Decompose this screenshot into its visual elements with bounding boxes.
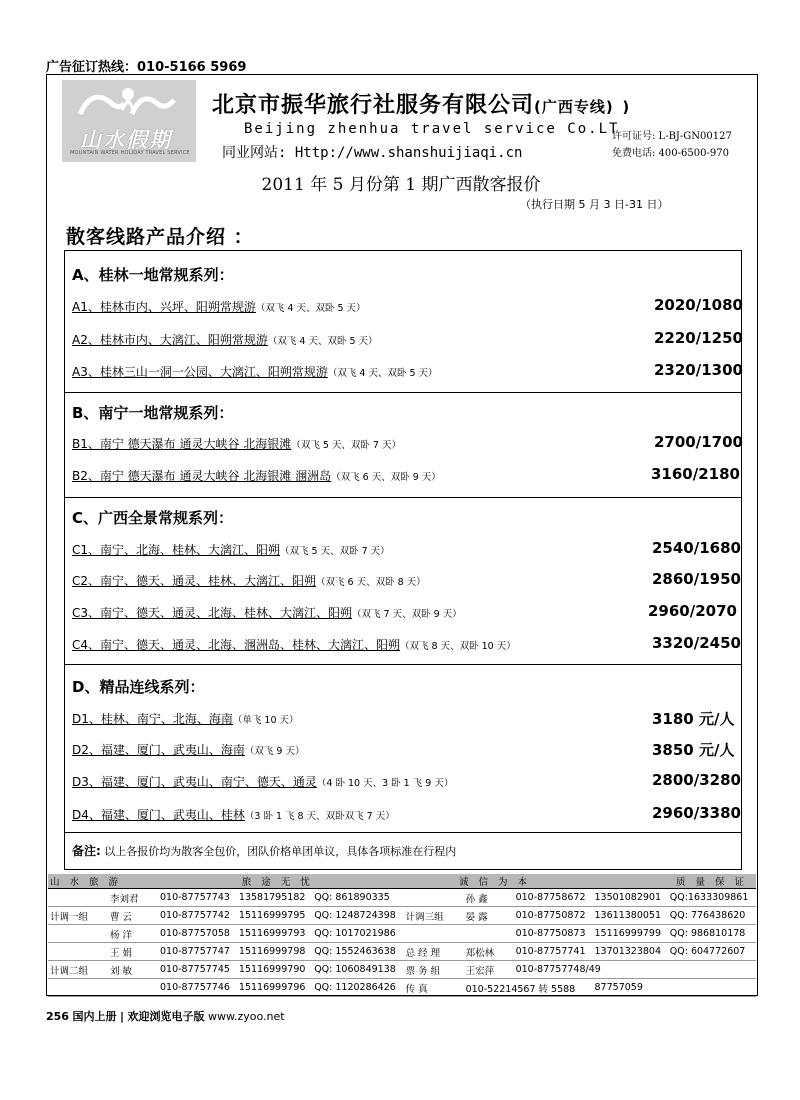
logo-waves-icon bbox=[62, 80, 196, 130]
name2-cell: 郑松林 bbox=[464, 943, 514, 961]
slogan-c: 诚信为本 bbox=[404, 874, 593, 889]
execution-date: （执行日期 5 月 3 日-31 日） bbox=[520, 198, 669, 211]
price-d2: 3850 元/人 bbox=[652, 741, 735, 759]
slogan-a: 山水旅游 bbox=[48, 874, 158, 889]
route-days: （3 卧 1 飞 8 天、双卧双飞 7 天） bbox=[244, 811, 395, 822]
slogan-b: 旅途无忧 bbox=[158, 874, 404, 889]
route-name: A2、桂林市内、大漓江、阳朔常规游 bbox=[72, 333, 268, 347]
route-days: （单飞 10 天） bbox=[232, 715, 299, 726]
logo-text: 山水假期 bbox=[80, 127, 172, 152]
route-name: A1、桂林市内、兴坪、阳朔常规游 bbox=[72, 300, 256, 314]
page-footer bbox=[46, 1008, 285, 1024]
route-days: （双飞 4 天、双卧 5 天） bbox=[255, 303, 366, 314]
group-cell bbox=[48, 925, 108, 943]
route-days: （双飞 5 天、双卧 7 天） bbox=[291, 440, 401, 451]
table-row bbox=[48, 889, 756, 907]
name2-cell: 王宏萍 bbox=[464, 961, 514, 979]
slogan-row bbox=[48, 874, 756, 889]
route-a1 bbox=[72, 298, 366, 315]
mobile-cell: 13581795182 bbox=[237, 889, 312, 907]
mobile-cell: 15116999798 bbox=[237, 943, 312, 961]
qq-cell: QQ: 1017021986 bbox=[312, 925, 403, 943]
tel2-cell: 010-87757741 bbox=[514, 943, 593, 961]
route-days: （双飞 9 天） bbox=[244, 746, 305, 757]
route-name: C2、南宁、德天、通灵、桂林、大漓江、阳朔 bbox=[72, 574, 317, 588]
table-row bbox=[48, 979, 756, 997]
price-c1: 2540/1680 bbox=[652, 539, 741, 557]
issue-title: 2011 年 5 月份第 1 期广西散客报价 bbox=[261, 175, 541, 195]
license-number: 许可证号: L-BJ-GN00127 bbox=[612, 131, 732, 142]
price-a3: 2320/1300 bbox=[654, 361, 743, 379]
price-b1: 2700/1700 bbox=[654, 433, 743, 451]
footer-divider: | bbox=[119, 1010, 124, 1023]
tel2-cell: 010-87750873 bbox=[514, 925, 593, 943]
route-name: C1、南宁、北海、桂林、大漓江、阳朔 bbox=[72, 543, 281, 557]
mobile-cell: 15116999796 bbox=[237, 979, 312, 997]
tel-cell: 010-87757742 bbox=[158, 907, 237, 925]
company-tag: (广西专线) bbox=[534, 98, 614, 116]
group-cell: 计调一组 bbox=[48, 907, 108, 925]
qq2-cell: QQ: 604772607 bbox=[668, 943, 756, 961]
company-english-name: Beijing zhenhua travel service Co.LT bbox=[244, 121, 620, 137]
tel2-cell: 010-87758672 bbox=[514, 889, 593, 907]
qq2-cell: QQ: 776438620 bbox=[668, 907, 756, 925]
tel2-cell: 010-52214567 转 5588 bbox=[464, 979, 593, 997]
name-cell: 杨 洋 bbox=[108, 925, 158, 943]
group-cell: 计调二组 bbox=[48, 961, 108, 979]
group2-cell bbox=[404, 925, 464, 943]
name-cell bbox=[108, 979, 158, 997]
mobile-cell: 15116999793 bbox=[237, 925, 312, 943]
book-name: 国内上册 bbox=[72, 1010, 117, 1023]
footer-url[interactable]: www.zyoo.net bbox=[208, 1010, 285, 1023]
name-cell: 李刘君 bbox=[108, 889, 158, 907]
price-a2: 2220/1250 bbox=[654, 329, 743, 347]
mobile-cell: 15116999790 bbox=[237, 961, 312, 979]
mobile2-cell: 15116999799 bbox=[593, 925, 668, 943]
qq2-cell: QQ: 986810178 bbox=[668, 925, 756, 943]
route-d1 bbox=[72, 710, 299, 727]
table-row bbox=[48, 925, 756, 943]
contact-table bbox=[48, 874, 756, 997]
group-cell bbox=[48, 979, 108, 997]
section-c-title: C、广西全景常规系列： bbox=[72, 509, 234, 527]
company-name-text: 北京市振华旅行社服务有限公司 bbox=[212, 93, 535, 118]
company-tag-close: ) bbox=[622, 98, 631, 116]
tel-cell: 010-87757747 bbox=[158, 943, 237, 961]
qq2-cell: QQ:1633309861 bbox=[668, 889, 756, 907]
route-name: D2、福建、厦门、武夷山、海南 bbox=[72, 743, 245, 757]
tel-cell: 010-87757743 bbox=[158, 889, 237, 907]
group2-cell: 计调三组 bbox=[404, 907, 464, 925]
route-d2 bbox=[72, 741, 304, 758]
qq-cell: QQ: 1552463638 bbox=[312, 943, 403, 961]
name-cell: 曹 云 bbox=[108, 907, 158, 925]
route-b1 bbox=[72, 435, 401, 452]
section-divider bbox=[64, 497, 742, 498]
section-a-title: A、桂林一地常规系列： bbox=[72, 266, 234, 284]
remark-label: 备注: bbox=[72, 844, 101, 858]
route-days: （双飞 5 天、双卧 7 天） bbox=[280, 546, 390, 557]
table-row bbox=[48, 943, 756, 961]
price-d4: 2960/3380 bbox=[652, 804, 741, 822]
route-b2 bbox=[72, 467, 441, 484]
route-name: A3、桂林三山一洞一公园、大漓江、阳朔常规游 bbox=[72, 365, 328, 379]
route-d4 bbox=[72, 806, 395, 823]
price-d3: 2800/3280 bbox=[652, 771, 741, 789]
price-a1: 2020/1080 bbox=[654, 296, 743, 314]
remark-text: 以上各报价均为散客全包价，团队价格单团单议，具体各项标准在行程内 bbox=[104, 845, 457, 858]
name2-cell: 孙 鑫 bbox=[464, 889, 514, 907]
route-name: D3、福建、厦门、武夷山、南宁、德天、通灵 bbox=[72, 775, 317, 789]
price-b2: 3160/2180 bbox=[651, 465, 740, 483]
section-divider bbox=[64, 664, 742, 665]
mobile-cell: 15116999795 bbox=[237, 907, 312, 925]
remark bbox=[72, 842, 456, 859]
name-cell: 刘 敏 bbox=[108, 961, 158, 979]
route-days: （双飞 6 天、双卧 8 天） bbox=[316, 577, 426, 588]
mobile2-cell: 13611380051 bbox=[593, 907, 668, 925]
route-name: B1、南宁 德天瀑布 通灵大峡谷 北海银滩 bbox=[72, 437, 292, 451]
company-name bbox=[212, 88, 630, 119]
route-name: B2、南宁 德天瀑布 通灵大峡谷 北海银滩 涠洲岛 bbox=[72, 469, 332, 483]
qq-cell: QQ: 1120286426 bbox=[312, 979, 403, 997]
name2-cell bbox=[464, 925, 514, 943]
group2-cell: 总 经 理 bbox=[404, 943, 464, 961]
route-name: D1、桂林、南宁、北海、海南 bbox=[72, 712, 233, 726]
section-divider bbox=[64, 392, 742, 393]
table-row bbox=[48, 961, 756, 979]
route-c4 bbox=[72, 636, 516, 653]
section-b-title: B、南宁一地常规系列： bbox=[72, 404, 234, 422]
qq-cell: QQ: 861890335 bbox=[312, 889, 403, 907]
footer-slogan: 欢迎浏览电子版 bbox=[127, 1010, 205, 1023]
page-number: 256 bbox=[46, 1010, 69, 1023]
company-logo bbox=[62, 80, 196, 162]
route-days: （4 卧 10 天、3 卧 1 飞 9 天） bbox=[316, 778, 454, 789]
route-name: D4、福建、厦门、武夷山、桂林 bbox=[72, 808, 245, 822]
tel2-cell: 010-87757748/49 bbox=[514, 961, 756, 979]
route-c2 bbox=[72, 572, 426, 589]
route-days: （双飞 6 天、双卧 9 天） bbox=[331, 472, 441, 483]
name-cell: 王 娟 bbox=[108, 943, 158, 961]
route-d3 bbox=[72, 773, 453, 790]
route-c1 bbox=[72, 541, 390, 558]
route-days: （双飞 4 天、双卧 5 天） bbox=[327, 368, 438, 379]
tel-cell: 010-87757746 bbox=[158, 979, 237, 997]
price-c2: 2860/1950 bbox=[652, 570, 741, 588]
price-c3: 2960/2070 bbox=[648, 602, 737, 620]
route-days: （双飞 7 天、双卧 9 天） bbox=[352, 609, 462, 620]
mobile2-cell: 87757059 bbox=[593, 979, 756, 997]
free-phone: 免费电话: 400-6500-970 bbox=[612, 148, 729, 159]
logo-subtitle: MOUNTAIN WATER HOLIDAY TRAVEL SERVICE bbox=[70, 150, 190, 156]
mobile2-cell: 13501082901 bbox=[593, 889, 668, 907]
price-d1: 3180 元/人 bbox=[652, 710, 735, 728]
route-days: （双飞 4 天、双卧 5 天） bbox=[267, 336, 378, 347]
group-cell bbox=[48, 943, 108, 961]
table-row bbox=[48, 907, 756, 925]
company-website: 同业网站: Http://www.shanshuijiaqi.cn bbox=[222, 145, 523, 161]
tel2-cell: 010-87750872 bbox=[514, 907, 593, 925]
price-c4: 3320/2450 bbox=[652, 634, 741, 652]
tel-cell: 010-87757745 bbox=[158, 961, 237, 979]
section-divider bbox=[64, 832, 742, 833]
tel-cell: 010-87757058 bbox=[158, 925, 237, 943]
qq-cell: QQ: 1248724398 bbox=[312, 907, 403, 925]
group2-cell: 传 真 bbox=[404, 979, 464, 997]
route-c3 bbox=[72, 604, 462, 621]
qq-cell: QQ: 1060849138 bbox=[312, 961, 403, 979]
route-a2 bbox=[72, 331, 378, 348]
route-name: C3、南宁、德天、通灵、北海、桂林、大漓江、阳朔 bbox=[72, 606, 353, 620]
slogan-d: 质量保证 bbox=[593, 874, 756, 889]
route-name: C4、南宁、德天、通灵、北海、涠洲岛、桂林、大漓江、阳朔 bbox=[72, 638, 401, 652]
section-d-title: D、精品连线系列： bbox=[72, 678, 205, 696]
route-days: （双飞 8 天、双卧 10 天） bbox=[400, 641, 516, 652]
section-heading: 散客线路产品介绍 ： bbox=[66, 226, 254, 248]
ad-hotline: 广告征订热线：010-5166 5969 bbox=[46, 60, 247, 75]
mobile2-cell: 13701323804 bbox=[593, 943, 668, 961]
route-a3 bbox=[72, 363, 438, 380]
group2-cell bbox=[404, 889, 464, 907]
group-cell bbox=[48, 889, 108, 907]
group2-cell: 票 务 组 bbox=[404, 961, 464, 979]
name2-cell: 晏 露 bbox=[464, 907, 514, 925]
